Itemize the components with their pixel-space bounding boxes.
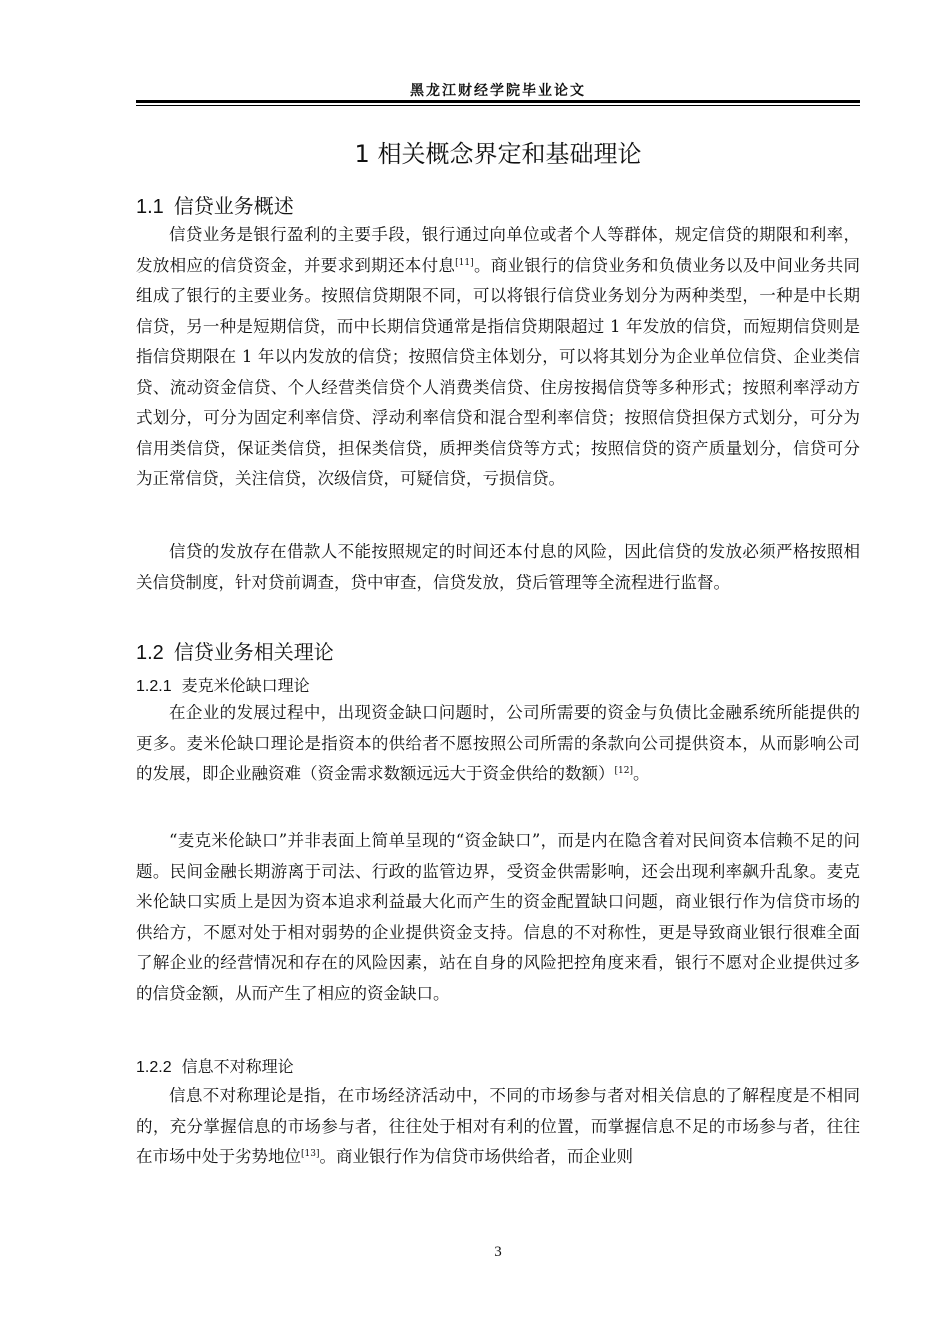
citation-13: [13]: [301, 1149, 320, 1159]
section-title: 信贷业务相关理论: [173, 640, 334, 664]
citation-11: [11]: [455, 257, 474, 268]
section-title: 信息不对称理论: [181, 1057, 294, 1076]
running-header: 黑龙江财经学院毕业论文: [410, 83, 586, 99]
paragraph-text: 。商业银行的信贷业务和负债业务以及中间业务共同组成了银行的主要业务。按照信贷期限不同，可以将银行信贷业务划分为两种类型，一种是中长期信贷，另一种是短期信贷，而中长期信贷通常是指信贷期限超过 1 年发放的信贷，而短期信贷则是指信贷期限在 1 年以内发放的信贷；按照信贷主体划分，可以将其划分为企业单位信贷、企业类信贷、流动资金信贷、个人经营类信贷个人消费类信贷、住房按揭信贷等多种形式；按照利率浮动方式划分，可分为固定利率信贷、浮动利率信贷和混合型利率信贷；按照信贷担保方式划分，可分为信用类信贷，保证类信贷，担保类信贷，质押类信贷等方式；按照信贷的资产质量划分，信贷可分为正常信贷，关注信贷，次级信贷，可疑信贷，亏损信贷。: [136, 255, 861, 488]
header-rule-thin: [136, 105, 860, 106]
paragraph-information-asymmetry: [136, 1081, 860, 1173]
citation-12: [12]: [614, 766, 633, 776]
section-number: 1.1: [136, 196, 164, 218]
paragraph-macmillan-gap: [136, 698, 860, 790]
section-number: 1.2.1: [136, 678, 172, 695]
paragraph-text: 在企业的发展过程中，出现资金缺口问题时，公司所需要的资金与负债比金融系统所能提供的更多。麦米伦缺口理论是指资本的供给者不愿按照公司所需的条款向公司提供资本，从而影响公司的发展，即企业融资难（资金需求数额远远大于资金供给的数额）: [136, 703, 860, 783]
section-heading-1-1: [136, 190, 294, 219]
paragraph-text: 信贷的发放存在借款人不能按照规定的时间还本付息的风险，因此信贷的发放必须严格按照相关信贷制度，针对贷前调查，贷中审查，信贷发放，贷后管理等全流程进行监督。: [136, 542, 860, 592]
section-heading-1-2-2: [136, 1054, 294, 1077]
paragraph-text: 信息不对称理论是指，在市场经济活动中，不同的市场参与者对相关信息的了解程度是不相同的，充分掌握信息的市场参与者，往往处于相对有利的位置，而掌握信息不足的市场参与者，往往在市场中处于劣势地位: [136, 1086, 860, 1166]
section-heading-1-2: [136, 636, 334, 665]
paragraph-text: 。商业银行作为信贷市场供给者，而企业则: [319, 1147, 633, 1166]
paragraph-text: 。: [632, 764, 650, 783]
paragraph-credit-overview: [136, 220, 860, 495]
header-rule-thick: [136, 100, 860, 103]
paragraph-text: “麦克米伦缺口”并非表面上简单呈现的“资金缺口”，而是内在隐含着对民间资本信赖不足的问题。民间金融长期游离于司法、行政的监管边界，受资金供需影响，还会出现利率飙升乱象。麦克米伦缺口实质上是因为资本追求利益最大化而产生的资金配置缺口问题，商业银行作为信贷市场的供给方，不愿对处于相对弱势的企业提供资金支持。信息的不对称性，更是导致商业银行很难全面了解企业的经营情况和存在的风险因素，站在自身的风险把控角度来看，银行不愿对企业提供过多的信贷金额，从而产生了相应的资金缺口。: [136, 831, 860, 1003]
section-number: 1.2.2: [136, 1059, 172, 1076]
paragraph-text: 信贷业务是银行盈利的主要手段，银行通过向单位或者个人等群体，规定信贷的期限和利率，发放相应的信贷资金，并要求到期还本付息: [136, 225, 860, 275]
paragraph-macmillan-gap-essence: [136, 826, 860, 1009]
section-number: 1.2: [136, 642, 164, 664]
section-title: 麦克米伦缺口理论: [181, 676, 310, 695]
page-number: 3: [494, 1244, 502, 1260]
section-title: 信贷业务概述: [173, 194, 294, 218]
chapter-title: 1 相关概念界定和基础理论: [354, 140, 642, 168]
section-heading-1-2-1: [136, 673, 310, 696]
paragraph-credit-risk: [136, 537, 860, 598]
